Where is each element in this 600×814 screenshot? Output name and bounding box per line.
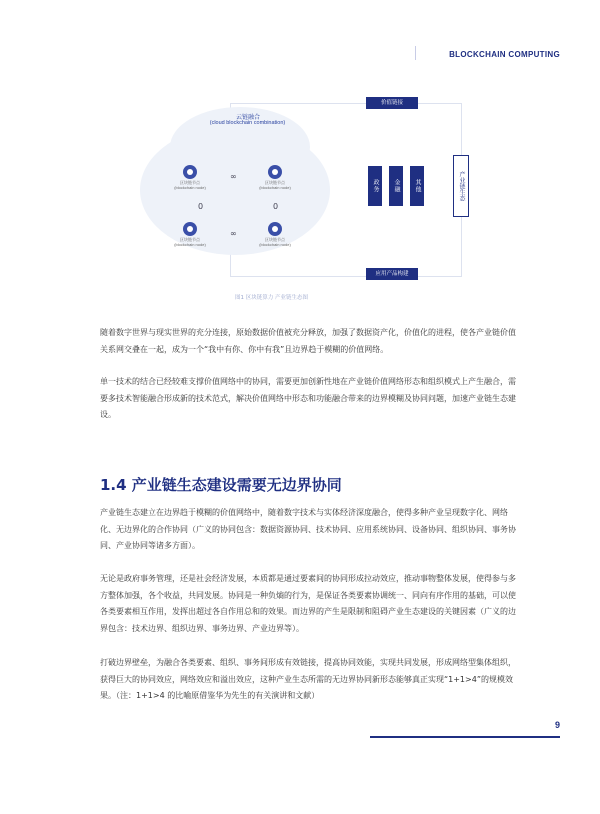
page-number: 9 bbox=[554, 720, 560, 730]
node-icon bbox=[183, 222, 197, 236]
category-box-finance: 金融 bbox=[389, 166, 403, 206]
node-icon bbox=[183, 165, 197, 179]
category-box-government: 政务 bbox=[368, 166, 382, 206]
figure bbox=[140, 85, 470, 285]
blockchain-node: 区块链节点 (blockchain node) bbox=[250, 165, 300, 190]
node-icon bbox=[268, 165, 282, 179]
figure-caption: 图1 区块链算力 产业链生态图 bbox=[235, 295, 308, 301]
link-icon: ∞ bbox=[230, 172, 237, 181]
application-bar: 应用产品构建 bbox=[366, 268, 418, 280]
paragraph: 单一技术的结合已经较难支撑价值网络中的协同，需要更加创新性地在产业链价值网络形态和组织模式上产生融合，需要多技术智能融合形成新的技术范式，解决价值网络中形态和功能融合带来的边界模糊及协同问题，加速产业链生态建设。 bbox=[100, 377, 516, 419]
paragraph: 产业链生态建立在边界趋于模糊的价值网络中，随着数字技术与实体经济深度融合，使得多种产业呈现数字化、网络化、无边界化的合作协同（广义的协同包含：数据资源协同、技术协同、应用系统协同、设备协同、组织协同、事务协同、产业协同等诸多方面）。 bbox=[100, 508, 516, 550]
header-mark bbox=[415, 46, 416, 60]
paragraph: 随着数字世界与现实世界的充分连接，原始数据价值被充分释放，加强了数据资产化，价值化的进程，使各产业链价值关系网交叠在一起，成为一个“我中有你、你中有我”且边界趋于模糊的价值网络。 bbox=[100, 328, 516, 354]
value-link-bar: 价值链接 bbox=[366, 97, 418, 109]
blockchain-node: 区块链节点 (blockchain node) bbox=[165, 222, 215, 247]
blockchain-node: 区块链节点 (blockchain node) bbox=[165, 165, 215, 190]
industry-ecosystem-box: 产业链生态 bbox=[453, 155, 469, 217]
header-title: BLOCKCHAIN COMPUTING bbox=[449, 50, 560, 59]
link-icon: 0 bbox=[273, 202, 279, 211]
paragraph: 无论是政府事务管理，还是社会经济发展，本质都是通过要素间的协同形成拉动效应，推动事物整体发展，使得参与多方整体加强，各个收益，共同发展。协同是一种负熵的行为，是保证各类要素协调统一、同向有序作用的基础，可以使各类要素相互作用，发挥出超过各自作用总和的效果。而边界的产生是限制和阻碍产业生态建设的关键因素（广义的边界包含：技术边界、组织边界、事务边界、产业边界等）。 bbox=[100, 574, 516, 633]
cloud-title-cn: 云链融合 bbox=[235, 114, 260, 121]
cloud-title-en: (cloud blockchain combination) bbox=[209, 120, 286, 126]
paragraph: 打破边界壁垒，为融合各类要素、组织、事务间形成有效链接，提高协同效能，实现共同发展，形成网络型集体组织，获得巨大的协同效应，网络效应和溢出效应，这种产业生态所需的无边界协同新形态能够真正实现“1+1>4”的规模效果。（注：1+1>4 的比喻原借鉴华为先生的有关演讲和文献） bbox=[100, 658, 516, 700]
node-icon bbox=[268, 222, 282, 236]
section-title: 1.4 产业链生态建设需要无边界协同 bbox=[100, 476, 342, 494]
link-icon: ∞ bbox=[230, 229, 237, 238]
footer-rule bbox=[370, 736, 560, 738]
link-icon: 0 bbox=[198, 202, 204, 211]
blockchain-node: 区块链节点 (blockchain node) bbox=[250, 222, 300, 247]
category-box-other: 其他 bbox=[410, 166, 424, 206]
